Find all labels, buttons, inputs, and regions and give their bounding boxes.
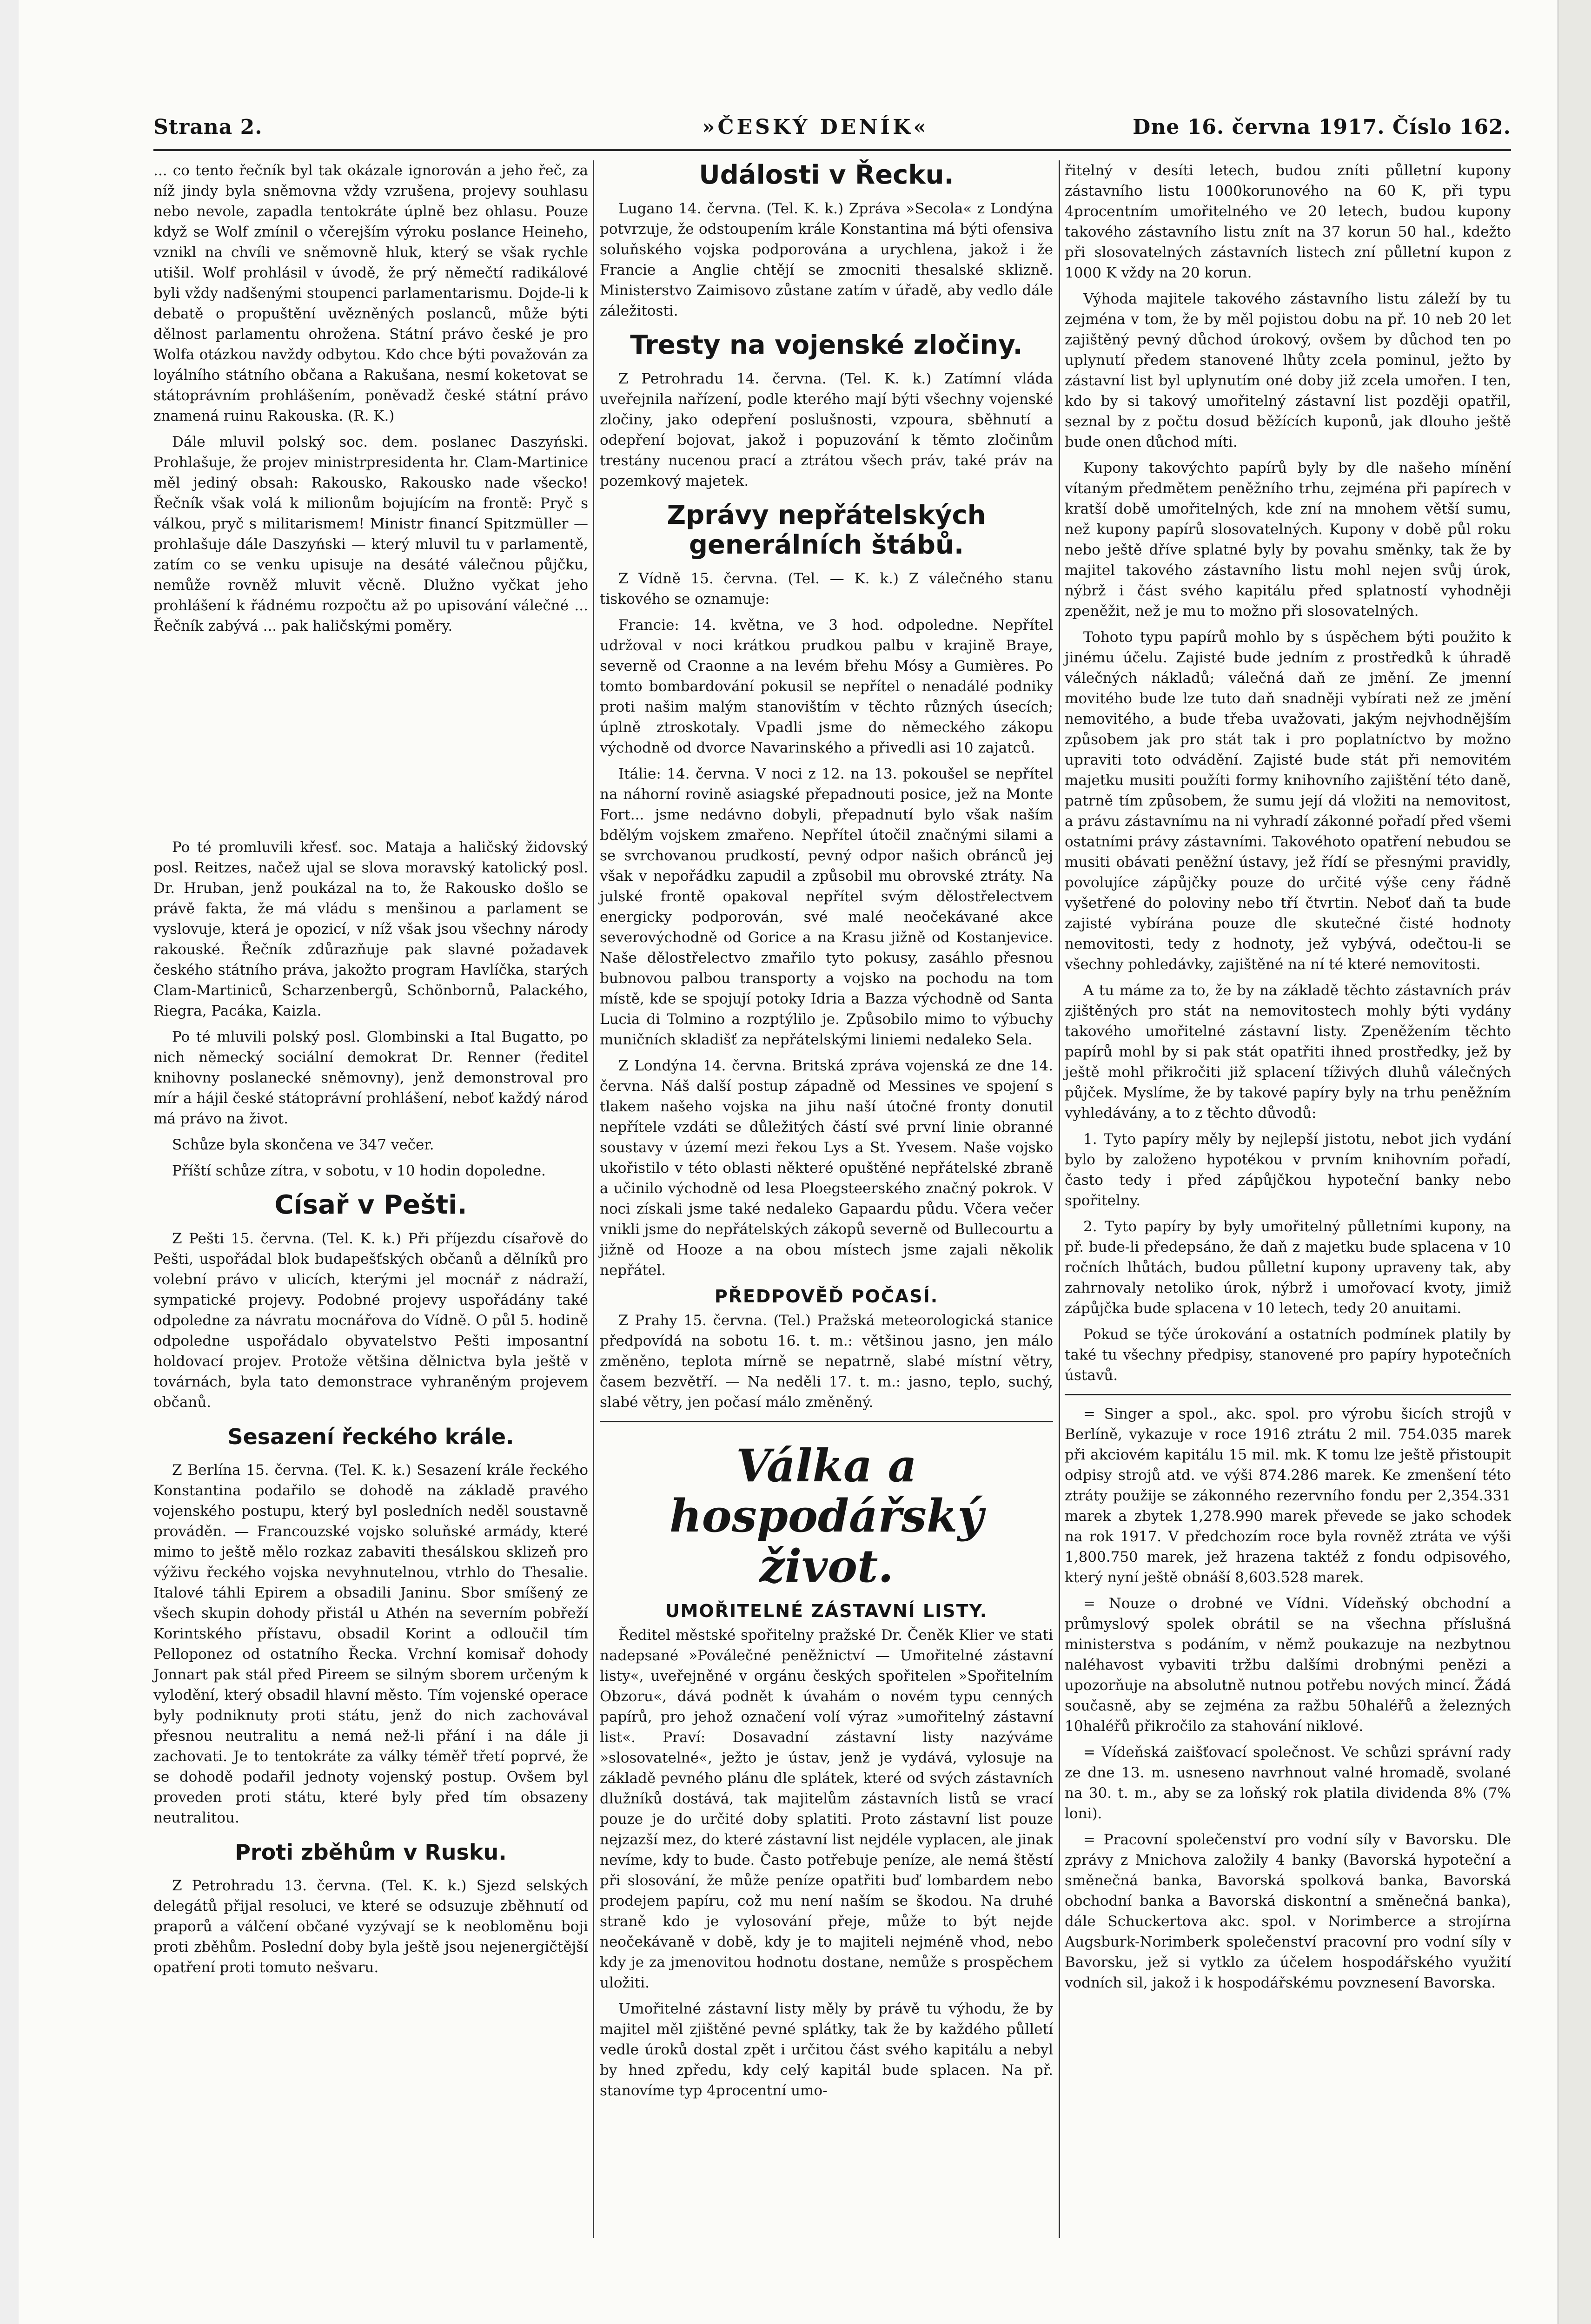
article-paragraph: A tu máme za to, že by na základě těchto zástavních práv zjištěných pro stát na nemovitostech mohly býti vydány takového umořitelné zástavní listy. Zpeněžením těchto papírů mohl by si pak stát opatřiti ihned prostředky, jež by ještě mohl přikročiti již splacení tíživých dluhů válečných půjček. Myslíme, že by takové papíry byly na trhu peněžním vyhledávány, a to z těchto důvodů: (1065, 982, 1511, 1122)
column-2 (600, 160, 1053, 2106)
section-heading: PŘEDPOVĚĎ POČASÍ. (714, 1286, 939, 1307)
article-paragraph: Po té promluvili křesť. soc. Mataja a haličský židovský posl. Reitzes, načež ujal se slova moravský katolický posl. Dr. Hruban, jenž poukázal na to, že Rakousko došlo se právě fakta, že má vládu s menšinou a parlament se vyslovuje, která je opozicí, v níž však jsou všechny národy rakouské. Řečník zdůrazňuje pak slavné požadavek českého státního práva, jakožto program Havlíčka, starých Clam-Martiniců, Scharzenbergů, Schönbornů, Palackého, Riegra, Pacáka, Kaizla. (153, 839, 588, 1019)
article-paragraph: 1. Tyto papíry měly by nejlepší jistotu, nebot jich vydání bylo by založeno hypotékou v prvním knihovním pořadí, často tedy i před zápůjčkou hypoteční banky nebo spořitelny. (1065, 1131, 1511, 1209)
article-paragraph: Výhoda majitele takového zástavního listu záleží by tu zejména v tom, že by měl pojistou dobu na př. 10 neb 20 let zajištěný pevný důchod úrokový, ovšem by důchod ten po uplynutí předem stanovené lhůty zcela pominul, ježto by zástavní list byl uplynutím oné doby již zcela umořen. I ten, kdo by si takový umořitelný zástavní list později opatřil, seznal by z počtu dosud běžících kuponů, jak dlouho ještě bude onen důchod míti. (1065, 290, 1511, 450)
page-number: Strana 2. (153, 115, 263, 139)
headline: Sesazení řeckého krále. (227, 1424, 514, 1449)
scan-margin-left (0, 0, 19, 2324)
column-divider (1059, 160, 1060, 2238)
article-paragraph: Z Petrohradu 13. června. (Tel. K. k.) Sjezd selských delegátů přijal resoluci, ve které se odsuzuje zběhnutí od praporů a válčení občané vyzývají se k neobloměnu boji proti zběhům. Poslední doby byla ještě jsou nejenergičtější opatření proti tomuto nešvaru. (153, 1877, 588, 1976)
column-divider (593, 160, 594, 2238)
article-paragraph: řitelný v desíti letech, budou zníti půlletní kupony zástavního listu 1000korunového na 60 K, při typu 4procentním umořitelného ve 20 letech, budou kupony takového zástavního listu znít na 37 korun 50 hal., kdežto při slosovatelných zástavních listech zní půlletní kupon z 1000 K vždy na 20 korun. (1065, 162, 1511, 281)
article-paragraph: Z Prahy 15. června. (Tel.) Pražská meteorologická stanice předpovídá na sobotu 16. t. m.: většinou jasno, jen málo změněno, teplota mírně se nepatrně, slabé místní větry, časem bezvětří. — Na neděli 17. t. m.: jasno, teplo, suchý, slabé větry, jen počasí málo změněný. (600, 1312, 1053, 1411)
article-paragraph: Příští schůze zítra, v sobotu, v 10 hodin dopoledne. (172, 1162, 546, 1179)
blank-space (153, 642, 588, 837)
section-title: Válka a hospodářský život. (669, 1439, 984, 1592)
article-paragraph: Z Pešti 15. června. (Tel. K. k.) Při příjezdu císařově do Pešti, uspořádal blok budapešťských občanů a dělníků pro volební právo v ulicích, kterými jel mocnář z nádraží, sympatické projevy. Podobné projevy uspořádány také odpoledne za návratu mocnářova do Vídně. O půl 5. hodině odpoledne uspořádalo obyvatelstvo Pešti imposantní holdovací projev. Protože většina dělnictva byla ještě v továrnách, byla tato demonstrace vyhraněným projevem občanů. (153, 1230, 588, 1411)
business-note: = Singer a spol., akc. spol. pro výrobu šicích strojů v Berlíně, vykazuje v roce 1916 ztrátu 2 mil. 754.035 marek při akciovém kapitálu 15 mil. mk. K tomu lze ještě přistoupit odpisy strojů atd. ve výši 874.286 marek. Ke zmenšení této ztráty použije se zákonného rezervního fondu per 2,354.331 marek a zbytek 1,278.990 marek převede se jako schodek na rok 1917. V předchozím roce byla rovněž ztráta ve výši 1,800.750 marek, jež hrazena taktéž z fondu odpisového, který nyní ještě obnáší 8,603.528 marek. (1065, 1406, 1511, 1586)
article-paragraph: 2. Tyto papíry by byly umořitelný půlletními kupony, na př. bude-li předepsáno, že daň z majetku bude splacena v 10 ročních lhůtách, budou půlletní kupony upraveny tak, aby zahrnovaly netoliko úrok, nýbrž i umořovací kvoty, jimiž zápůjčka bude splacena v 10 letech, tedy 20 anuitami. (1065, 1218, 1511, 1317)
business-note: = Nouze o drobné ve Vídni. Vídeňský obchodní a průmyslový spolek obrátil se na všechna příslušná ministerstva s podáním, v němž poukazuje na nezbytnou naléhavost vybaviti tržbu dalšími drobnými penězi a upozorňuje na absolutně nutnou potřebu nových mincí. Žádá současně, aby se zejména za ražbu 50haléřů a železných 10haléřů přikročilo za stahování niklové. (1065, 1595, 1511, 1735)
article-paragraph: Z Berlína 15. června. (Tel. K. k.) Sesazení krále řeckého Konstantina podařilo se dohodě na základě pravého vojenského postupu, který byl posledních neděl soustavně prováděn. — Francouzské vojsko soluňské armády, které mimo to ještě mělo rozkaz zabaviti thesálskou sklizeň pro výživu řeckého vojska nevyhnutelnou, vtrhlo do Thesalie. Italové táhli Epirem a obsadili Janinu. Sbor smíšený ze všech skupin dohody přistál u Athén na severním pobřeží Korintského přístavu, obsadil Korint a odloučil tím Pelloponez od ostatního Řecka. Vrchní komisař dohody Jonnart pak stál před Pireem se silným sborem určeným k vylodění, který obsadil hlavní město. Tím vojenské operace byly podniknuty proti státu, jenž do nich zachovával přesnou neutralitu a nemá než-li přání i na dále ji zachovati. Je to tentokráte za války téměř třetí poprvé, že se dohodě podařil jednoty vojenský postup. Ovšem byl proveden proti státu, které byly před tím obsazeny neutralitou. (153, 1462, 588, 1826)
masthead-title: »ČESKÝ DENÍK« (702, 115, 929, 139)
article-paragraph: Francie: 14. května, ve 3 hod. odpoledne. Nepřítel udržoval v noci krátkou prudkou palbu v krajině Braye, severně od Craonne a na levém břehu Mósy a Gumières. Po tomto bombardování pokusil se nepřítel o nenadálé podniky proti našim malým stanovištím v těchto různých úsecích; úplně ztroskotaly. Vpadli jsme do německého zákopu východně od dvorce Navarinského a přivedli asi 10 zajatců. (600, 617, 1053, 756)
article-paragraph: Dále mluvil polský soc. dem. poslanec Daszyński. Prohlašuje, že projev ministrpresidenta hr. Clam-Martinice měl jediný obsah: Rakousko, Rakousko nade všecko! Řečník však volá k milionům bojujícím na frontě: Pryč s válkou, pryč s militarismem! Ministr financí Spitzmüller — prohlašuje dále Daszyński — který mluvil tu v parlamentě, zatím co se venku upisuje na desáté válečnou půjčku, nemůže rovněž mluvit věcně. Dlužno vyčkat jeho prohlášení k řádnému rozpočtu až po upisování válečné ... Řečník zabývá ... pak haličskými poměry. (153, 434, 588, 634)
article-paragraph: Itálie: 14. června. V noci z 12. na 13. pokoušel se nepřítel na náhorní rovině asiagské přepadnouti posice, jež na Monte Fort... jsme nedávno dobyli, přepadnutí bylo však naším bdělým vojskem zmařeno. Nepřítel útočil značnými silami a se svrchovanou prudkostí, pevný odpor našich obránců jej však v nepořádku zapudil a způsobil mu obrovské ztráty. Na julské frontě opakoval nepřítel svým dělostřelectvem energicky podporován, své malé neočekávané akce severovýchodně od Gorice a na Krasu jižně od Kostanjevice. Naše dělostřelectvo zmařilo tyto pokusy, zasáhlo přesnou bubnovou palbou transporty a vojsko na pochodu na tom místě, kde se spojují potoky Idria a Bazza východně od Santa Lucia di Tolmino a rozptýlilo je. Způsobilo mimo to výbuchy muničních skladišť za nepřátelskými liniemi nedaleko Sela. (600, 766, 1053, 1048)
column-1 (153, 160, 588, 1983)
article-paragraph: Tohoto typu papírů mohlo by s úspěchem býti použito k jinému účelu. Zajisté bude jedním z prostředků k úhradě válečných nákladů; válečná daň ze jmění. Ze jmenní movitého bude lze tuto daň snadněji vybírati než ze jmění nemovitého, a bude třeba uvažovati, jakým nejvhodnějším způsobem jak pro stát tak i pro poplatníctvo by možno upraviti toto odvádění. Zajisté bude stát při nemovitém majetku musiti použíti formy knihovního zajištění této daně, patrně tím způsobem, že sumu její dá vložiti na nemovitost, a právu zástavnímu na ni vyhradí zákonné pořadí před všemi ostatními právy zástavními. Takovéhoto opatření nebudou se musiti obávati peněžní ústavy, jež řídí se přesnými pravidly, povolujíce zápůjčky pouze do určité výše ceny řádně vyšetřené do poloviny nebo tří čtvrtin. Neboť daň ta bude zajisté vybírána pouze dle skutečné čisté hodnoty nemovitosti, tedy z hodnoty, jež vybývá, odečtou-li se všechny pohledávky, zajištěné na ní té které nemovitosti. (1065, 629, 1511, 973)
business-note: = Vídeňská zaišťovací společnost. Ve schůzi správní rady ze dne 13. m. usneseno navrhnout valné hromadě, svolané na 30. t. m., aby se za loňský rok platila dividenda 8% (7% loni). (1065, 1744, 1511, 1822)
article-paragraph: Kupony takovýchto papírů byly by dle našeho mínění vítaným předmětem peněžního trhu, zejména při papírech v kratší době umořitelných, kde zní na mnohem větší sumu, než kupony papírů slosovatelných. Kupony v době půl roku nebo ještě dříve splatné byly by povahu směnky, tak že by majitel takového zástavního listu mohl nejen svůj úrok, nýbrž i část svého kapitálu před splatností vyhodněji zpeněžit, než je mu to možno při slosovatelných. (1065, 460, 1511, 620)
section-heading: UMOŘITELNÉ ZÁSTAVNÍ LISTY. (665, 1601, 988, 1621)
scan-margin-right (1558, 0, 1591, 2324)
business-note: = Pracovní společenství pro vodní síly v Bavorsku. Dle zprávy z Mnichova založily 4 banky (Bavorská hypoteční a směnečná banka, Bavorská spolková banka, Bavorská obchodní banka a Bavorská diskontní a směnečná banka), dále Schuckertova akc. spol. v Norimberce a strojírna Augsburk-Norimberk společenství pracovní pro vodní síly v Bavorsku, jež si vytklo za účelem hospodářského využití vodních sil, jakož i k hospodářskému povznesení Bavorska. (1065, 1831, 1511, 1991)
headline: Císař v Pešti. (274, 1190, 467, 1220)
article-paragraph: Z Petrohradu 14. června. (Tel. K. k.) Zatímní vláda uveřejnila nařízení, podle kterého mají býti všechny vojenské zločiny, jako odepření poslušnosti, vzpoura, sběhnutí a odepření bojovat, jakož i popuzování k těmto zločinům trestány nucenou prací a ztrátou všech práv, také práv na pozemkový majetek. (600, 370, 1053, 489)
article-paragraph: Schůze byla skončena ve 347 večer. (172, 1136, 434, 1153)
headline: Proti zběhům v Rusku. (235, 1840, 507, 1865)
article-paragraph: Pokud se týče úrokování a ostatních podmínek platily by také tu všechny předpisy, stanovené pro papíry hypotečních ústavů. (1065, 1326, 1511, 1384)
article-paragraph: ... co tento řečník byl tak okázale ignorován a jeho řeč, za níž jindy byla sněmovna vždy vzrušena, projevy souhlasu nebo nevole, zapadla tentokráte úplně bez ohlasu. Pouze když se Wolf zmínil o včerejším výroku poslance Heineho, vznikl na chvíli ve sněmovně hluk, který se však rychle utišil. Wolf prohlásil v úvodě, že prý němečtí radikálové byli vždy nadšenými stoupenci parlamentarismu. Dojde-li k debatě o propuštění uvězněných poslanců, může býti dělnost parlamentu ohrožena. Státní právo české je pro Wolfa otázkou navždy odbytou. Kdo chce býti považován za loyálního státního občana a Rakušana, nesmí koketovat se státoprávním prohlášením, poněvadž české státní právo znamená ruinu Rakouska. (R. K.) (153, 162, 588, 424)
article-paragraph: Umořitelné zástavní listy měly by právě tu výhodu, že by majitel měl zjištěné pevné splátky, tak že by každého půlletí vedle úroků dostal zpět i určitou část svého kapitálu a nebyl by hned zpředu, kdy celý kapitál bude splacen. Na př. stanovíme typ 4procentní umo- (600, 2000, 1053, 2099)
header-rule (153, 149, 1511, 151)
article-paragraph: Z Vídně 15. června. (Tel. — K. k.) Z válečného stanu tiskového se oznamuje: (600, 570, 1053, 607)
article-paragraph: Z Londýna 14. června. Britská zpráva vojenská ze dne 14. června. Náš další postup západně od Messines ve spojení s tlakem našeho vojska na jihu naší útočné fronty donutil nepřítele vzdáti se důležitých částí své první linie obranné soustavy v území mezi řekou Lys a St. Yvesem. Naše vojsko ukořistilo v této oblasti některé opuštěné nepřátelské zbraně a učinilo východně od lesa Ploegsteerského značný pokrok. V noci získali jsme také nedaleko Gapaardu půdu. Včera večer vnikli jsme do nepřátelských zákopů severně od Bullecourtu a jižně od Hooze a na obou místech jsme zajali několik nepřátel. (600, 1057, 1053, 1279)
headline: Události v Řecku. (699, 160, 954, 190)
headline: Tresty na vojenské zločiny. (630, 330, 1023, 360)
section-rule (1065, 1394, 1511, 1395)
article-paragraph: Po té mluvili polský posl. Glombinski a Ital Bugatto, po nich německý sociální demokrat Dr. Renner (ředitel knihovny poslanecké sněmovny), jenž demonstroval pro mír a hájil české státoprávní prohlášení, neboť každý národ má právo na život. (153, 1029, 588, 1127)
article-paragraph: Ředitel městské spořitelny pražské Dr. Čeněk Klier ve stati nadepsané »Poválečné peněžnictví — Umořitelné zástavní listy«, uveřejněné v orgánu českých spořitelen »Spořitelním Obzoru«, dává podnět k úvahám o novém typu cenných papírů, pro jehož označení volí výraz »umořitelný zástavní list«. Praví: Dosavadní zástavní listy nazýváme »slosovatelné«, ježto je ústav, jenž je vydává, vylosuje na základě pevného plánu dle splátek, které od svých zástavních dlužníků dostává, tak majitelům zástavních listů se vrací pouze je do určité doby splatiti. Proto zástavní list pouze nejzazší mez, do které zástavní list nejdéle vyplacen, ale jinak nevíme, kdy to bude. Často potřebuje peníze, ale nemá štěstí při slosování, že může peníze opatřiti buď lombardem nebo prodejem papíru, což mu není naším se škodou. Na druhé straně kdo je vylosování přeje, může to být nejde neočekávaně v době, kdy je to majiteli nejméně vhod, nebo kdy je za jmenovitou hodnotu dostane, nemůže s prospěchem uložiti. (600, 1627, 1053, 1991)
page-header (153, 115, 1511, 152)
column-3 (1065, 160, 1511, 1999)
article-paragraph: Lugano 14. června. (Tel. K. k.) Zpráva »Secola« z Londýna potvrzuje, že odstoupením krále Konstantina má býti ofensiva soluňského vojska podporována a urychlena, jakož i že Francie a Anglie chtějí se zmocniti thesalské sklizně. Ministerstvo Zaimisovo zůstane zatím v úřadě, aby vedlo dále záležitosti. (600, 200, 1053, 319)
issue-date: Dne 16. června 1917. Číslo 162. (1133, 115, 1511, 139)
headline: Zprávy nepřátelských generálních štábů. (667, 500, 986, 560)
section-rule (600, 1421, 1053, 1422)
